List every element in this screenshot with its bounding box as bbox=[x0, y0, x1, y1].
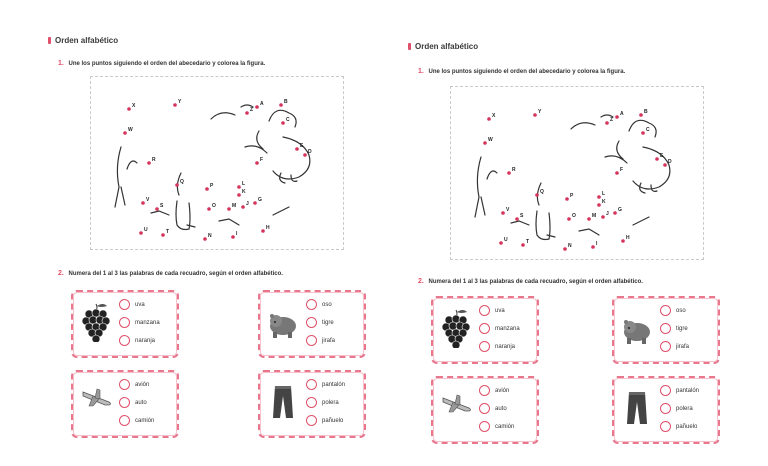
dot-letter: C bbox=[646, 127, 650, 133]
puzzle-dot bbox=[205, 187, 209, 191]
word-label: naranja bbox=[135, 337, 156, 344]
puzzle-dot bbox=[281, 121, 285, 125]
airplane-icon bbox=[441, 388, 471, 428]
dot-puzzle-drawing bbox=[451, 87, 703, 259]
word-label: camión bbox=[135, 417, 155, 424]
dot-letter: U bbox=[504, 237, 508, 243]
puzzle-dot bbox=[231, 235, 235, 239]
section-title bbox=[408, 42, 478, 51]
exercise-2-instruction bbox=[418, 278, 643, 285]
dot-letter: B bbox=[284, 99, 288, 105]
dot-letter: J bbox=[246, 201, 249, 207]
puzzle-line bbox=[633, 217, 649, 225]
dot-letter: K bbox=[602, 199, 606, 205]
dot-letter: F bbox=[620, 167, 624, 173]
dot-letter: S bbox=[520, 213, 524, 219]
exercise-1-number: 1. bbox=[58, 60, 64, 67]
number-circle-input[interactable] bbox=[660, 305, 671, 316]
puzzle-dot bbox=[203, 237, 207, 241]
word-label: manzana bbox=[495, 325, 520, 332]
word-option bbox=[660, 385, 699, 396]
exercise-2-number: 2. bbox=[418, 278, 424, 285]
puzzle-dot bbox=[227, 207, 231, 211]
exercise-1-text: Une los puntos siguiendo el orden del abecedario y colorea la figura. bbox=[428, 69, 626, 75]
exercise-1-instruction bbox=[418, 68, 625, 75]
puzzle-dot bbox=[613, 211, 617, 215]
dot-letter: K bbox=[242, 189, 246, 195]
puzzle-dot bbox=[499, 241, 503, 245]
dot-letter: Q bbox=[540, 189, 544, 195]
number-circle-input[interactable] bbox=[479, 403, 490, 414]
dot-letter: D bbox=[308, 149, 312, 155]
dot-letter: O bbox=[572, 213, 576, 219]
puzzle-dot bbox=[565, 197, 569, 201]
word-option bbox=[119, 317, 160, 328]
dot-letter: U bbox=[144, 227, 148, 233]
puzzle-line bbox=[187, 225, 195, 227]
word-option bbox=[479, 341, 515, 352]
dot-letter: L bbox=[602, 191, 606, 197]
section-title bbox=[48, 36, 118, 45]
word-option bbox=[479, 385, 509, 396]
page-right bbox=[384, 0, 768, 466]
puzzle-dot bbox=[563, 247, 567, 251]
word-option bbox=[119, 415, 154, 426]
title-marker bbox=[48, 37, 51, 44]
puzzle-line bbox=[127, 161, 137, 169]
dot-letter: R bbox=[512, 167, 516, 173]
grapes-icon bbox=[441, 308, 471, 348]
section-title-text: Orden alfabético bbox=[55, 36, 119, 45]
puzzle-dot bbox=[253, 201, 257, 205]
word-label: pañuelo bbox=[322, 417, 344, 424]
dot-letter: P bbox=[210, 183, 214, 189]
puzzle-line bbox=[211, 113, 235, 119]
number-circle-input[interactable] bbox=[479, 385, 490, 396]
card-airplane bbox=[431, 376, 539, 444]
number-circle-input[interactable] bbox=[306, 379, 317, 390]
dot-puzzle bbox=[450, 86, 704, 260]
word-option bbox=[660, 403, 693, 414]
word-option bbox=[479, 305, 505, 316]
number-circle-input[interactable] bbox=[306, 397, 317, 408]
number-circle-input[interactable] bbox=[119, 335, 130, 346]
puzzle-dot bbox=[147, 161, 151, 165]
number-circle-input[interactable] bbox=[119, 317, 130, 328]
number-circle-input[interactable] bbox=[306, 335, 317, 346]
dot-puzzle bbox=[90, 76, 344, 250]
puzzle-dot bbox=[535, 193, 539, 197]
puzzle-dot bbox=[237, 185, 241, 189]
puzzle-dot bbox=[141, 201, 145, 205]
dot-letter: Y bbox=[538, 109, 542, 115]
card-bear bbox=[258, 290, 366, 358]
dot-letter: Q bbox=[180, 179, 184, 185]
dot-letter: J bbox=[606, 211, 609, 217]
dot-letter: Z bbox=[250, 107, 254, 113]
dot-letter: H bbox=[626, 235, 630, 241]
number-circle-input[interactable] bbox=[479, 341, 490, 352]
word-option bbox=[660, 341, 689, 352]
puzzle-dot bbox=[161, 233, 165, 237]
puzzle-dot bbox=[207, 207, 211, 211]
puzzle-line bbox=[571, 123, 595, 129]
dot-letter: A bbox=[620, 111, 624, 117]
puzzle-dot bbox=[587, 217, 591, 221]
puzzle-dot bbox=[303, 153, 307, 157]
word-label: manzana bbox=[135, 319, 160, 326]
number-circle-input[interactable] bbox=[306, 317, 317, 328]
puzzle-dot bbox=[237, 193, 241, 197]
bear-icon bbox=[268, 302, 298, 342]
card-airplane bbox=[71, 370, 179, 438]
exercise-1-number: 1. bbox=[418, 68, 424, 75]
puzzle-dot bbox=[295, 147, 299, 151]
number-circle-input[interactable] bbox=[119, 299, 130, 310]
word-label: pañuelo bbox=[676, 423, 698, 430]
word-option bbox=[119, 379, 149, 390]
airplane-icon bbox=[81, 382, 111, 422]
puzzle-line bbox=[245, 146, 267, 153]
title-marker bbox=[408, 43, 411, 50]
puzzle-dot bbox=[245, 111, 249, 115]
puzzle-line bbox=[151, 211, 169, 215]
exercise-2-text: Numera del 1 al 3 las palabras de cada recuadro, según el orden alfabético. bbox=[428, 279, 643, 285]
puzzle-line bbox=[605, 156, 627, 163]
card-pants bbox=[258, 370, 366, 438]
number-circle-input[interactable] bbox=[660, 403, 671, 414]
puzzle-dot bbox=[621, 239, 625, 243]
dot-letter: R bbox=[152, 157, 156, 163]
puzzle-dot bbox=[261, 229, 265, 233]
puzzle-dot bbox=[655, 157, 659, 161]
word-label: avión bbox=[495, 387, 510, 394]
dot-letter: V bbox=[506, 207, 510, 213]
dot-letter: G bbox=[258, 197, 262, 203]
puzzle-line bbox=[475, 157, 485, 217]
puzzle-line bbox=[511, 221, 529, 225]
word-label: uva bbox=[495, 307, 505, 314]
word-option bbox=[660, 421, 697, 432]
number-circle-input[interactable] bbox=[479, 323, 490, 334]
dot-letter: M bbox=[232, 203, 237, 209]
exercise-2-instruction bbox=[58, 270, 283, 277]
puzzle-dot bbox=[279, 103, 283, 107]
word-label: polera bbox=[322, 399, 339, 406]
word-option bbox=[479, 403, 507, 414]
puzzle-dot bbox=[605, 121, 609, 125]
dot-letter: E bbox=[660, 153, 664, 159]
puzzle-dot bbox=[255, 105, 259, 109]
pants-icon bbox=[268, 382, 298, 422]
dot-letter: W bbox=[488, 137, 493, 143]
puzzle-line bbox=[219, 219, 239, 225]
card-grapes bbox=[71, 290, 179, 358]
word-label: avión bbox=[135, 381, 150, 388]
puzzle-dot bbox=[615, 171, 619, 175]
puzzle-dot bbox=[123, 131, 127, 135]
dot-letter: I bbox=[236, 231, 238, 237]
exercise-1-text: Une los puntos siguiendo el orden del abecedario y colorea la figura. bbox=[68, 61, 266, 67]
dot-letter: L bbox=[242, 181, 246, 187]
puzzle-dot bbox=[139, 231, 143, 235]
word-option bbox=[306, 335, 335, 346]
dot-letter: I bbox=[596, 241, 598, 247]
card-grapes bbox=[431, 296, 539, 364]
word-label: pantalón bbox=[676, 387, 700, 394]
word-label: jirafa bbox=[676, 343, 690, 350]
puzzle-line bbox=[633, 147, 670, 189]
puzzle-line bbox=[273, 137, 310, 179]
card-pants bbox=[612, 376, 720, 444]
word-option bbox=[660, 305, 686, 316]
puzzle-dot bbox=[639, 113, 643, 117]
dot-letter: H bbox=[266, 225, 270, 231]
card-bear bbox=[612, 296, 720, 364]
puzzle-dot bbox=[507, 171, 511, 175]
pants-icon bbox=[622, 388, 652, 428]
number-circle-input[interactable] bbox=[660, 385, 671, 396]
number-circle-input[interactable] bbox=[660, 421, 671, 432]
word-option bbox=[306, 317, 334, 328]
puzzle-dot bbox=[127, 107, 131, 111]
number-circle-input[interactable] bbox=[306, 415, 317, 426]
number-circle-input[interactable] bbox=[660, 323, 671, 334]
section-title-text: Orden alfabético bbox=[415, 42, 479, 51]
dot-letter: W bbox=[128, 127, 133, 133]
dot-letter: X bbox=[132, 103, 136, 109]
puzzle-line bbox=[487, 171, 497, 179]
puzzle-dot bbox=[591, 245, 595, 249]
number-circle-input[interactable] bbox=[660, 341, 671, 352]
puzzle-dot bbox=[173, 103, 177, 107]
dot-letter: F bbox=[260, 157, 264, 163]
word-label: auto bbox=[135, 399, 147, 406]
puzzle-dot bbox=[615, 115, 619, 119]
puzzle-dot bbox=[255, 161, 259, 165]
bear-icon bbox=[622, 308, 652, 348]
word-option bbox=[306, 379, 345, 390]
puzzle-line bbox=[273, 207, 289, 215]
word-option bbox=[119, 335, 155, 346]
puzzle-dot bbox=[597, 203, 601, 207]
dot-letter: T bbox=[526, 239, 530, 245]
word-label: uva bbox=[135, 301, 145, 308]
word-label: pantalón bbox=[322, 381, 346, 388]
word-label: tigre bbox=[676, 325, 688, 332]
puzzle-dot bbox=[501, 211, 505, 215]
word-option bbox=[306, 299, 332, 310]
word-option bbox=[660, 323, 688, 334]
puzzle-dot bbox=[663, 163, 667, 167]
dot-letter: V bbox=[146, 197, 150, 203]
number-circle-input[interactable] bbox=[306, 299, 317, 310]
number-circle-input[interactable] bbox=[119, 379, 130, 390]
exercise-2-text: Numera del 1 al 3 las palabras de cada recuadro, según el orden alfabético. bbox=[68, 271, 283, 277]
word-label: naranja bbox=[495, 343, 516, 350]
puzzle-dot bbox=[175, 183, 179, 187]
dot-letter: N bbox=[208, 233, 212, 239]
number-circle-input[interactable] bbox=[479, 421, 490, 432]
puzzle-line bbox=[579, 229, 599, 235]
puzzle-dot bbox=[533, 113, 537, 117]
number-circle-input[interactable] bbox=[119, 397, 130, 408]
puzzle-dot bbox=[597, 195, 601, 199]
exercise-1-instruction bbox=[58, 60, 265, 67]
exercise-2-number: 2. bbox=[58, 270, 64, 277]
dot-letter: S bbox=[160, 203, 164, 209]
dot-letter: A bbox=[260, 101, 264, 107]
puzzle-dot bbox=[641, 131, 645, 135]
puzzle-line bbox=[115, 147, 125, 207]
word-option bbox=[119, 397, 147, 408]
word-option bbox=[479, 421, 514, 432]
dot-letter: G bbox=[618, 207, 622, 213]
grapes-icon bbox=[81, 302, 111, 342]
number-circle-input[interactable] bbox=[119, 415, 130, 426]
dot-letter: P bbox=[570, 193, 574, 199]
puzzle-dot bbox=[601, 215, 605, 219]
dot-letter: O bbox=[212, 203, 216, 209]
puzzle-dot bbox=[483, 141, 487, 145]
puzzle-dot bbox=[241, 205, 245, 209]
word-option bbox=[306, 415, 343, 426]
puzzle-dot bbox=[155, 207, 159, 211]
puzzle-dot bbox=[487, 117, 491, 121]
word-option bbox=[119, 299, 145, 310]
word-label: tigre bbox=[322, 319, 334, 326]
word-option bbox=[479, 323, 520, 334]
number-circle-input[interactable] bbox=[479, 305, 490, 316]
puzzle-dot bbox=[567, 217, 571, 221]
dot-puzzle-drawing bbox=[91, 77, 343, 249]
dot-letter: Y bbox=[178, 99, 182, 105]
word-label: oso bbox=[322, 301, 332, 308]
puzzle-dot bbox=[515, 217, 519, 221]
dot-letter: M bbox=[592, 213, 597, 219]
puzzle-line bbox=[547, 235, 555, 237]
dot-letter: C bbox=[286, 117, 290, 123]
word-label: auto bbox=[495, 405, 507, 412]
dot-letter: E bbox=[300, 143, 304, 149]
dot-letter: X bbox=[492, 113, 496, 119]
dot-letter: T bbox=[166, 229, 170, 235]
word-label: polera bbox=[676, 405, 693, 412]
dot-letter: Z bbox=[610, 117, 614, 123]
dot-letter: D bbox=[668, 159, 672, 165]
dot-letter: B bbox=[644, 109, 648, 115]
word-option bbox=[306, 397, 339, 408]
word-label: camión bbox=[495, 423, 515, 430]
word-label: oso bbox=[676, 307, 686, 314]
word-label: jirafa bbox=[322, 337, 336, 344]
puzzle-dot bbox=[521, 243, 525, 247]
dot-letter: N bbox=[568, 243, 572, 249]
